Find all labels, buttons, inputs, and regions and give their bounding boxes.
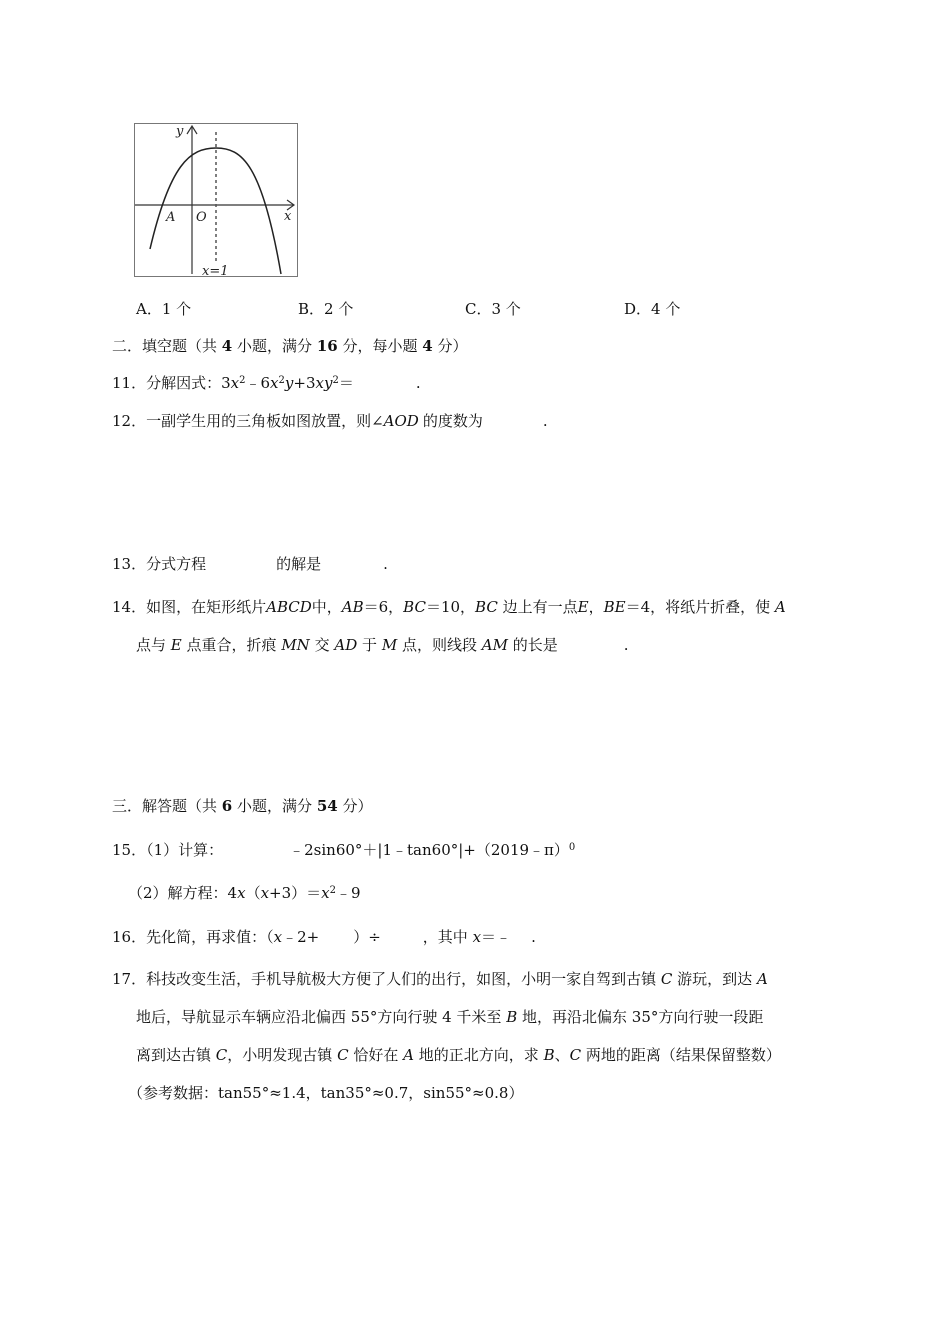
q11-expression: $3x^2﹣6x^2y+3xy^2=$ <box>221 374 354 392</box>
question-11: 11．分解因式：$3x^2﹣6x^2y+3xy^2=$ . <box>112 374 421 392</box>
question-17-line-3: 离到达古镇 C，小明发现古镇 C 恰好在 A 地的正北方向，求 B、C 两地的距离（结果保留整数） <box>136 1046 781 1064</box>
origin-label: O <box>196 210 207 225</box>
symmetry-axis-label: x=1 <box>202 264 229 276</box>
section-3-heading: 三．解答题（共 6 小题，满分 54 分） <box>112 797 373 815</box>
question-15-part-2: （2）解方程：$4x(x+3)=x^2﹣9$ <box>128 884 361 902</box>
question-16: 16．先化简，再求值：（x﹣2+ ）÷ ，其中 x＝﹣ . <box>112 928 536 946</box>
section-2-heading: 二．填空题（共 4 小题，满分 16 分，每小题 4 分） <box>112 337 468 355</box>
y-axis-label: y <box>176 124 184 139</box>
option-c: C．3 个 <box>465 300 521 318</box>
question-17-reference-data: （参考数据：tan55°≈1.4，tan35°≈0.7，sin55°≈0.8） <box>128 1084 524 1102</box>
question-14-line-1: 14．如图，在矩形纸片ABCD中，AB＝6，BC＝10，BC 边上有一点E，BE＝4，将纸片折叠，使 A <box>112 598 786 616</box>
question-14-line-2: 点与 E 点重合，折痕 MN 交 AD 于 M 点，则线段 AM 的长是 . <box>136 636 629 654</box>
question-13: 13．分式方程 的解是 . <box>112 555 388 573</box>
parabola-graph <box>134 123 298 277</box>
question-15-part-1: 15．（1）计算： ﹣2sin60°＋|1﹣tan60°|+（2019﹣π）$^0$ <box>112 841 576 859</box>
parabola-figure <box>135 124 297 276</box>
question-17-line-2: 地后，导航显示车辆应沿北偏西 55°方向行驶 4 千米至 B 地，再沿北偏东 35°方向行驶一段距 <box>136 1008 764 1026</box>
question-17-line-1: 17．科技改变生活，手机导航极大方便了人们的出行，如图，小明一家自驾到古镇 C 游玩，到达 A <box>112 970 768 988</box>
question-12: 12．一副学生用的三角板如图放置，则∠AOD 的度数为 . <box>112 412 548 430</box>
point-a-label: A <box>166 210 176 225</box>
option-a: A．1 个 <box>136 300 192 318</box>
x-axis-label: x <box>284 209 292 224</box>
option-b: B．2 个 <box>298 300 354 318</box>
option-d: D．4 个 <box>624 300 681 318</box>
